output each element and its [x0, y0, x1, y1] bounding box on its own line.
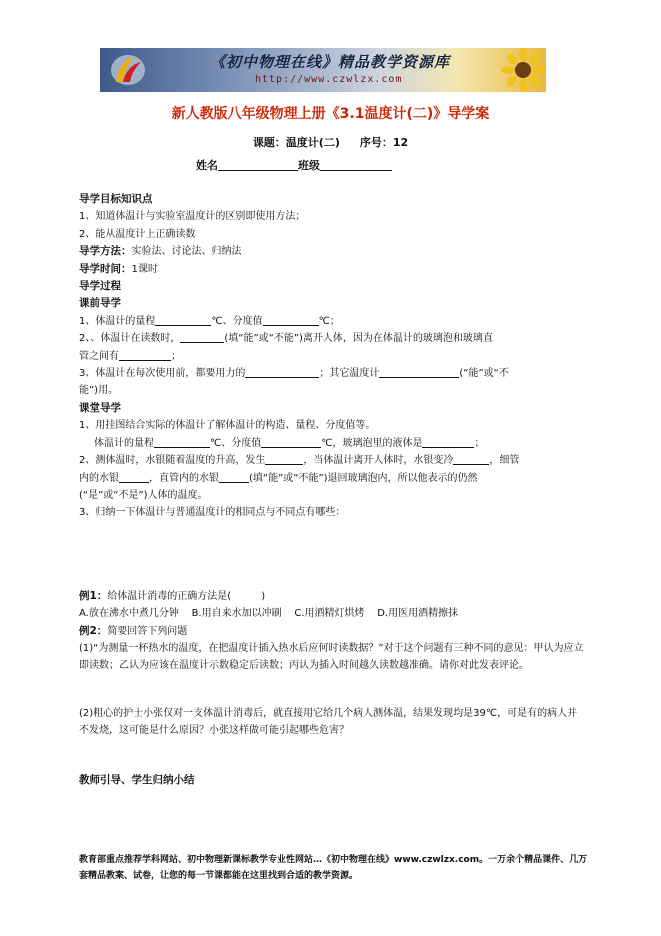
answer-blank[interactable]: [379, 365, 459, 378]
answer-blank[interactable]: [261, 435, 321, 448]
in-q3: 3、归纳一下体温计与普通温度计的相同点与不同点有哪些：: [79, 507, 346, 519]
process-heading: 导学过程: [79, 280, 121, 293]
pre-q2-cont: 管之间有 ；: [79, 348, 587, 365]
answer-blank[interactable]: [119, 348, 171, 361]
answer-blank[interactable]: [154, 435, 210, 448]
answer-blank[interactable]: [155, 313, 211, 326]
answer-blank[interactable]: [180, 330, 224, 343]
class-blank[interactable]: [320, 158, 392, 171]
pre-q2: 2、、体温计在读数时， (填“能”或“不能”)离开人体，因为在体温计的玻璃泡和玻璃直: [79, 330, 587, 347]
seq-label: 序号：: [359, 136, 393, 149]
pre-q1: 1、体温计的量程 ℃、分度值 ℃；: [79, 313, 587, 330]
banner-title: 《初中物理在线》精品教学资源库: [210, 53, 451, 71]
in-q1-detail: 体温计的量程 ℃、分度值 ℃，玻璃泡里的液体是 ；: [79, 435, 587, 452]
example-1: 例1：给体温计消毒的正确方法是( ): [79, 589, 266, 602]
in-q1: 1、用挂图结合实际的体温计了解体温计的构造、量程、分度值等。: [79, 420, 376, 432]
answer-blank[interactable]: [263, 313, 319, 326]
goal-item: 2、能从温度计上正确读数: [79, 228, 196, 240]
topic-value: 温度计(二): [285, 136, 340, 149]
worksheet-body: [79, 191, 587, 789]
example-1-options: [79, 605, 587, 622]
answer-blank[interactable]: [422, 435, 474, 448]
name-label: 姓名: [196, 159, 218, 172]
answer-blank[interactable]: [219, 470, 249, 483]
goals-heading: 导学目标知识点: [79, 193, 153, 205]
method-value: 实验法、讨论法、归纳法: [131, 246, 242, 258]
pre-q3-cont: 能”)用。: [79, 385, 119, 397]
pre-q3: 3、体温计在每次使用前，都要用力的 ；其它温度计 (“能”或“不: [79, 365, 587, 382]
example-2-part-1: (1)“为测量一杯热水的温度，在把温度计插入热水后应何时读数据？”对于这个问题有三种不同的意见：甲认为应立即读数；乙认为应该在温度计示数稳定后读数；丙认为插入时间越久读数越准确。请你对此发表评论。: [79, 642, 584, 672]
goal-item: 1、知道体温计与实验室温度计的区别即使用方法；: [79, 211, 306, 223]
method-label: 导学方法：: [79, 245, 132, 258]
in-q2-cont: 内的水银 ，直管内的水银 (填“能”或“不能”)退回玻璃泡内，所以他表示的仍然: [79, 470, 587, 487]
answer-blank[interactable]: [119, 470, 149, 483]
time-label: 导学时间：: [79, 262, 132, 275]
option-d: D.用医用酒精擦抹: [377, 608, 459, 620]
header-banner: [100, 48, 546, 92]
in-q2: 2、测体温时，水银随着温度的升高，发生 ，当体温计离开人体时，水银变冷 ，细管: [79, 452, 587, 469]
example-2-part-2: (2)粗心的护士小张仅对一支体温计消毒后，就直接用它给几个病人测体温，结果发现均是39℃，可是有的病人并不发烧，这可能是什么原因？小张这样做可能引起哪些危害？: [79, 707, 578, 737]
option-c: C.用酒精灯烘烤: [294, 608, 365, 620]
in-q2-cont2: (“是”或“不是”)人体的温度。: [79, 489, 208, 501]
name-blank[interactable]: [218, 158, 298, 171]
site-logo-icon: [108, 52, 148, 88]
option-b: B.用自来水加以冲刷: [191, 608, 282, 620]
banner-url: http://www.czwlzx.com: [255, 74, 403, 85]
time-value: 1课时: [131, 263, 158, 275]
page-title: 新人教版八年级物理上册《3.1温度计(二)》导学案: [171, 106, 490, 122]
option-a: A.放在沸水中煮几分钟: [79, 608, 179, 620]
topic-label: 课题：: [252, 136, 286, 149]
lesson-info: [0, 134, 661, 150]
answer-blank[interactable]: [245, 365, 319, 378]
answer-blank[interactable]: [265, 452, 303, 465]
footer-note: 教育部重点推荐学科网站、初中物理新课标教学专业性网站…《初中物理在线》www.czwlzx.com。一万余个精品课件、几万套精品教案、试卷，让您的每一节课都能在这里找到合适的教学资源。: [79, 855, 588, 881]
pre-class-heading: 课前导学: [79, 297, 121, 310]
class-label: 班级: [298, 159, 320, 172]
name-class-row: [196, 157, 392, 173]
in-class-heading: 课堂导学: [79, 401, 121, 414]
seq-value: 12: [392, 136, 409, 149]
sunflower-icon: [500, 48, 546, 92]
summary-heading: 教师引导、学生归纳小结: [79, 773, 195, 786]
answer-blank[interactable]: [453, 452, 489, 465]
example-2: 例2：简要回答下列问题: [79, 624, 188, 637]
